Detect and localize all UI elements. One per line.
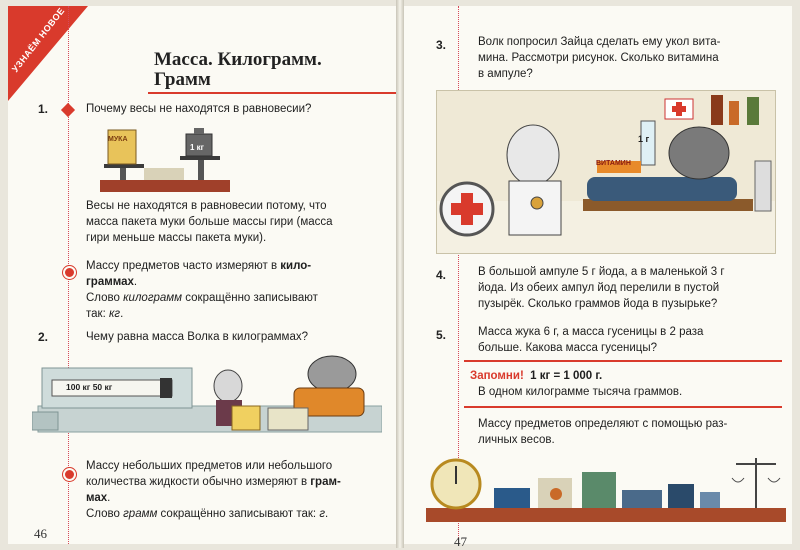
task-number: 2. [38, 330, 49, 344]
rule-text: сокращённо записывают так: [157, 508, 320, 520]
balance-scale-illustration [100, 124, 230, 196]
task-number: 5. [436, 328, 447, 342]
remember-block [470, 368, 682, 400]
rule-text: . [133, 276, 138, 288]
title-line-2: Грамм [154, 69, 211, 90]
section-divider [464, 360, 782, 362]
rule-text: . [107, 492, 111, 504]
rule-text: сокращённо записывают [182, 292, 318, 304]
right-page [404, 6, 792, 549]
task1-question: Почему весы не находятся в равновесии? [86, 103, 312, 115]
page-number: 47 [454, 534, 467, 549]
task-number: 4. [436, 268, 447, 282]
various-scales-illustration [426, 448, 786, 534]
rule2-text [86, 458, 341, 522]
remember-formula: 1 кг = 1 000 г. [530, 370, 603, 382]
ampoule-label: 1 г [638, 134, 650, 144]
rule-text: количества жидкости обычно измеряют в [86, 476, 311, 488]
rule-text: Слово [86, 292, 124, 304]
closing-line: личных весов. [478, 434, 555, 446]
task-line: йода. Из обеих ампул йод перелили в пустой [478, 282, 720, 294]
platform-scale-illustration [32, 352, 382, 442]
rule-word: килограмм [123, 292, 183, 304]
task3-text [478, 34, 720, 82]
rule-marker-icon [63, 468, 76, 481]
remember-label: Запомни! [470, 370, 524, 382]
vitamin-label: ВИТАМИН [596, 160, 631, 167]
task5-text [478, 324, 703, 356]
section-ribbon-label: УЗНАЁМ НОВОЕ [10, 5, 67, 75]
rule-text: Массу предметов часто измеряют в [86, 260, 281, 272]
rule-text: . [120, 308, 124, 320]
remember-text: В одном килограмме тысяча граммов. [478, 386, 683, 398]
task-marker-icon [61, 103, 75, 117]
rule-word: грамм [123, 508, 158, 520]
task-number: 3. [436, 38, 447, 52]
rule-text: Массу небольших предметов или небольшого [86, 460, 333, 472]
answer-line: гири меньше массы пакета муки). [86, 232, 267, 244]
book-gutter [396, 0, 404, 548]
rule-term: грам- [310, 476, 341, 488]
scale-reading: 100 кг 50 кг [66, 382, 113, 392]
rule-term: кило- [280, 260, 312, 272]
rule-text: . [324, 508, 329, 520]
task-number: 1. [38, 102, 49, 116]
rule-text: Слово [86, 508, 124, 520]
title-underline [148, 92, 396, 94]
title-line-1: Масса. Килограмм. [154, 49, 322, 70]
answer-line: масса пакета муки больше массы гири (масса [86, 216, 333, 228]
hospital-illustration [436, 90, 776, 254]
rule1-text [86, 258, 318, 322]
page-title [154, 50, 322, 90]
task-line: в ампуле? [478, 68, 533, 80]
closing-text [478, 416, 727, 448]
task-line: пузырёк. Сколько граммов йода в пузырьке? [478, 298, 718, 310]
answer-line: Весы не находятся в равновесии потому, что [86, 200, 327, 212]
rule-term: граммах [86, 276, 134, 288]
task-line: Волк попросил Зайца сделать ему укол вита- [478, 36, 721, 48]
task-line: В большой ампуле 5 г йода, а в маленькой 3 г [478, 266, 725, 278]
task2-question: Чему равна масса Волка в килограммах? [86, 331, 309, 343]
rule-abbrev: кг [108, 308, 121, 320]
flour-bag-label: МУКА [108, 136, 128, 143]
rule-marker-icon [63, 266, 76, 279]
section-divider [464, 406, 782, 408]
task-line: Масса жука 6 г, а масса гусеницы в 2 раза [478, 326, 704, 338]
page-number: 46 [34, 526, 47, 541]
left-page [8, 6, 396, 544]
task1-answer [86, 198, 333, 246]
task4-text [478, 264, 725, 312]
weight-label: 1 кг [190, 143, 205, 152]
closing-line: Массу предметов определяют с помощью раз- [478, 418, 728, 430]
task-line: мина. Рассмотри рисунок. Сколько витамина [478, 52, 719, 64]
rule-term: мах [86, 492, 108, 504]
task-line: больше. Какова масса гусеницы? [478, 342, 658, 354]
rule-abbrev: г [319, 508, 325, 520]
rule-text: так: [86, 308, 109, 320]
